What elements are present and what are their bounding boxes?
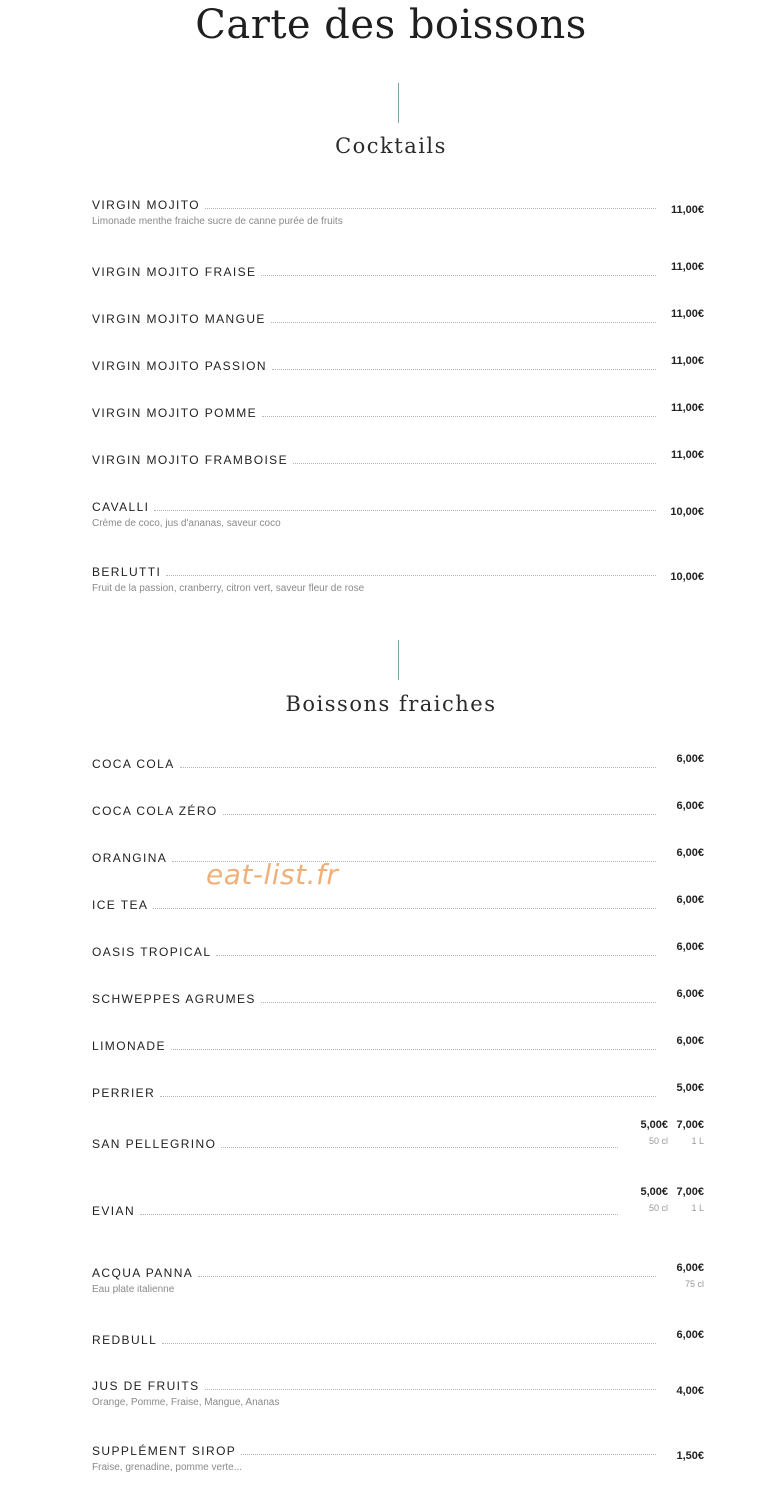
menu-item xyxy=(92,1119,704,1183)
dot-leader xyxy=(261,275,656,276)
menu-item-name-row xyxy=(92,755,656,771)
menu-item xyxy=(92,498,704,550)
price-option xyxy=(628,1186,668,1213)
menu-item xyxy=(92,1037,704,1089)
menu-item xyxy=(92,1084,704,1136)
menu-item-price: 6,00€ xyxy=(676,941,704,953)
menu-item-price: 11,00€ xyxy=(670,355,704,367)
menu-item-price: 6,00€ xyxy=(676,894,704,906)
menu-item-price: 6,00€ xyxy=(676,1329,704,1341)
menu-item xyxy=(92,849,704,901)
page-title: Carte des boissons xyxy=(195,2,587,48)
menu-item-price: 7,00€ xyxy=(676,1186,704,1198)
menu-item xyxy=(92,1186,704,1250)
menu-item-name: JUS DE FRUITS xyxy=(92,1379,200,1393)
menu-item-price: 10,00€ xyxy=(670,571,704,583)
menu-item-volume: 1 L xyxy=(691,1136,704,1146)
price-option xyxy=(658,1035,704,1047)
menu-item xyxy=(92,196,704,248)
menu-item-name-row xyxy=(92,1202,618,1218)
dot-leader xyxy=(166,575,656,576)
menu-item-name: COCA COLA ZÉRO xyxy=(92,804,218,818)
menu-item-name: EVIAN xyxy=(92,1204,136,1218)
price-option xyxy=(658,1082,704,1094)
menu-item-name-row xyxy=(92,404,656,420)
menu-item-price: 1,50€ xyxy=(676,1450,704,1462)
menu-item xyxy=(92,1264,704,1316)
menu-item-name-row xyxy=(92,1377,656,1393)
menu-item-description: Crème de coco, jus d'ananas, saveur coco xyxy=(92,518,281,529)
price-option xyxy=(658,204,704,216)
menu-item-description: Fraise, grenadine, pomme verte... xyxy=(92,1462,243,1473)
menu-item-name-row xyxy=(92,310,656,326)
price-option xyxy=(658,988,704,1000)
menu-item-name: CAVALLI xyxy=(92,500,150,514)
menu-item-price: 11,00€ xyxy=(670,402,704,414)
menu-item-name: SAN PELLEGRINO xyxy=(92,1137,217,1151)
dot-leader xyxy=(272,369,656,370)
menu-item-name-row xyxy=(92,451,656,467)
menu-item xyxy=(92,1442,704,1494)
dot-leader xyxy=(198,1276,656,1277)
section-title-boissons-fraiches: Boissons fraiches xyxy=(285,692,497,716)
menu-item-name-row xyxy=(92,1331,656,1347)
dot-leader xyxy=(160,1096,656,1097)
menu-item-name: ICE TEA xyxy=(92,898,149,912)
menu-item-price: 11,00€ xyxy=(670,261,704,273)
menu-item xyxy=(92,357,704,409)
menu-item-price: 6,00€ xyxy=(676,988,704,1000)
menu-item-name-row xyxy=(92,1442,656,1458)
menu-item xyxy=(92,263,704,315)
menu-item xyxy=(92,451,704,503)
dot-leader xyxy=(271,322,656,323)
section-divider xyxy=(398,640,399,680)
dot-leader xyxy=(171,1049,656,1050)
price-option xyxy=(658,571,704,583)
menu-item xyxy=(92,943,704,995)
section-title-cocktails: Cocktails xyxy=(335,134,447,158)
price-option xyxy=(658,506,704,518)
menu-item-name: OASIS TROPICAL xyxy=(92,945,212,959)
menu-item-price: 10,00€ xyxy=(670,506,704,518)
menu-item-name: VIRGIN MOJITO MANGUE xyxy=(92,312,266,326)
menu-item-name: LIMONADE xyxy=(92,1039,166,1053)
menu-item-name-row xyxy=(92,1037,656,1053)
dot-leader xyxy=(154,510,656,511)
menu-item xyxy=(92,802,704,854)
menu-item-name-row xyxy=(92,357,656,373)
price-option xyxy=(658,449,704,461)
dot-leader xyxy=(261,1002,656,1003)
menu-item-name: VIRGIN MOJITO FRAMBOISE xyxy=(92,453,288,467)
dot-leader xyxy=(262,416,656,417)
menu-item-name: REDBULL xyxy=(92,1333,158,1347)
menu-item-name-row xyxy=(92,498,656,514)
menu-item-description: Orange, Pomme, Fraise, Mangue, Ananas xyxy=(92,1397,280,1408)
price-option xyxy=(658,1385,704,1397)
menu-item-name-row xyxy=(92,563,656,579)
menu-item-name: VIRGIN MOJITO PASSION xyxy=(92,359,267,373)
menu-item-volume: 1 L xyxy=(691,1203,704,1213)
menu-item-name: PERRIER xyxy=(92,1086,156,1100)
menu-item-price: 6,00€ xyxy=(676,753,704,765)
menu-item-name: VIRGIN MOJITO FRAISE xyxy=(92,265,257,279)
menu-item-name-row xyxy=(92,802,656,818)
price-option xyxy=(658,1450,704,1462)
dot-leader xyxy=(153,908,656,909)
menu-item-name-row xyxy=(92,1264,656,1280)
dot-leader xyxy=(216,955,656,956)
menu-item-price: 5,00€ xyxy=(640,1119,668,1131)
menu-item xyxy=(92,990,704,1042)
dot-leader xyxy=(162,1343,656,1344)
price-option xyxy=(658,894,704,906)
menu-item-name: SUPPLÉMENT SIROP xyxy=(92,1444,237,1458)
menu-item-price: 11,00€ xyxy=(670,449,704,461)
price-option xyxy=(658,402,704,414)
price-option xyxy=(658,941,704,953)
menu-item-price: 6,00€ xyxy=(676,1262,704,1274)
menu-item xyxy=(92,563,704,615)
menu-item-description: Eau plate italienne xyxy=(92,1284,175,1295)
price-option xyxy=(658,261,704,273)
menu-item-price: 6,00€ xyxy=(676,847,704,859)
menu-item-name: SCHWEPPES AGRUMES xyxy=(92,992,256,1006)
menu-item xyxy=(92,310,704,362)
price-option xyxy=(658,1262,704,1289)
menu-item-name-row xyxy=(92,263,656,279)
menu-item-name-row xyxy=(92,196,656,212)
menu-item-name: ORANGINA xyxy=(92,851,168,865)
price-option xyxy=(658,800,704,812)
menu-item-name-row xyxy=(92,943,656,959)
dot-leader xyxy=(205,1389,656,1390)
menu-item-name-row xyxy=(92,849,656,865)
menu-item-price: 5,00€ xyxy=(676,1082,704,1094)
dot-leader xyxy=(221,1147,618,1148)
menu-item-price: 6,00€ xyxy=(676,800,704,812)
watermark: eat-list.fr xyxy=(206,858,339,891)
dot-leader xyxy=(140,1214,618,1215)
price-option xyxy=(658,308,704,320)
price-option xyxy=(658,753,704,765)
price-option xyxy=(658,355,704,367)
menu-item-name-row xyxy=(92,1084,656,1100)
price-option xyxy=(658,1329,704,1341)
menu-item-name: VIRGIN MOJITO xyxy=(92,198,200,212)
dot-leader xyxy=(180,767,656,768)
dot-leader xyxy=(223,814,656,815)
menu-item-price: 5,00€ xyxy=(640,1186,668,1198)
dot-leader xyxy=(293,463,656,464)
price-option xyxy=(670,1186,704,1213)
menu-item-name: COCA COLA xyxy=(92,757,175,771)
dot-leader xyxy=(241,1454,656,1455)
menu-item-description: Fruit de la passion, cranberry, citron vert, saveur fleur de rose xyxy=(92,583,365,594)
menu-item-name: VIRGIN MOJITO POMME xyxy=(92,406,258,420)
menu-item-volume: 75 cl xyxy=(684,1279,704,1289)
menu-item xyxy=(92,896,704,948)
menu-item-name-row xyxy=(92,896,656,912)
menu-item-description: Limonade menthe fraiche sucre de canne purée de fruits xyxy=(92,216,343,227)
menu-item-price: 11,00€ xyxy=(670,204,704,216)
price-option xyxy=(658,847,704,859)
dot-leader xyxy=(205,208,656,209)
menu-item-price: 4,00€ xyxy=(676,1385,704,1397)
section-divider xyxy=(398,83,399,123)
menu-item-name-row xyxy=(92,1135,618,1151)
menu-item-volume: 50 cl xyxy=(648,1136,668,1146)
menu-item-name: ACQUA PANNA xyxy=(92,1266,194,1280)
menu-item-price: 6,00€ xyxy=(676,1035,704,1047)
price-option xyxy=(670,1119,704,1146)
menu-item-price: 7,00€ xyxy=(676,1119,704,1131)
menu-item-name: BERLUTTI xyxy=(92,565,162,579)
menu-item-name-row xyxy=(92,990,656,1006)
menu-item xyxy=(92,1377,704,1429)
menu-item-price: 11,00€ xyxy=(670,308,704,320)
menu-item-volume: 50 cl xyxy=(648,1203,668,1213)
menu-item xyxy=(92,404,704,456)
price-option xyxy=(628,1119,668,1146)
menu-item xyxy=(92,755,704,807)
menu-item xyxy=(92,1331,704,1383)
